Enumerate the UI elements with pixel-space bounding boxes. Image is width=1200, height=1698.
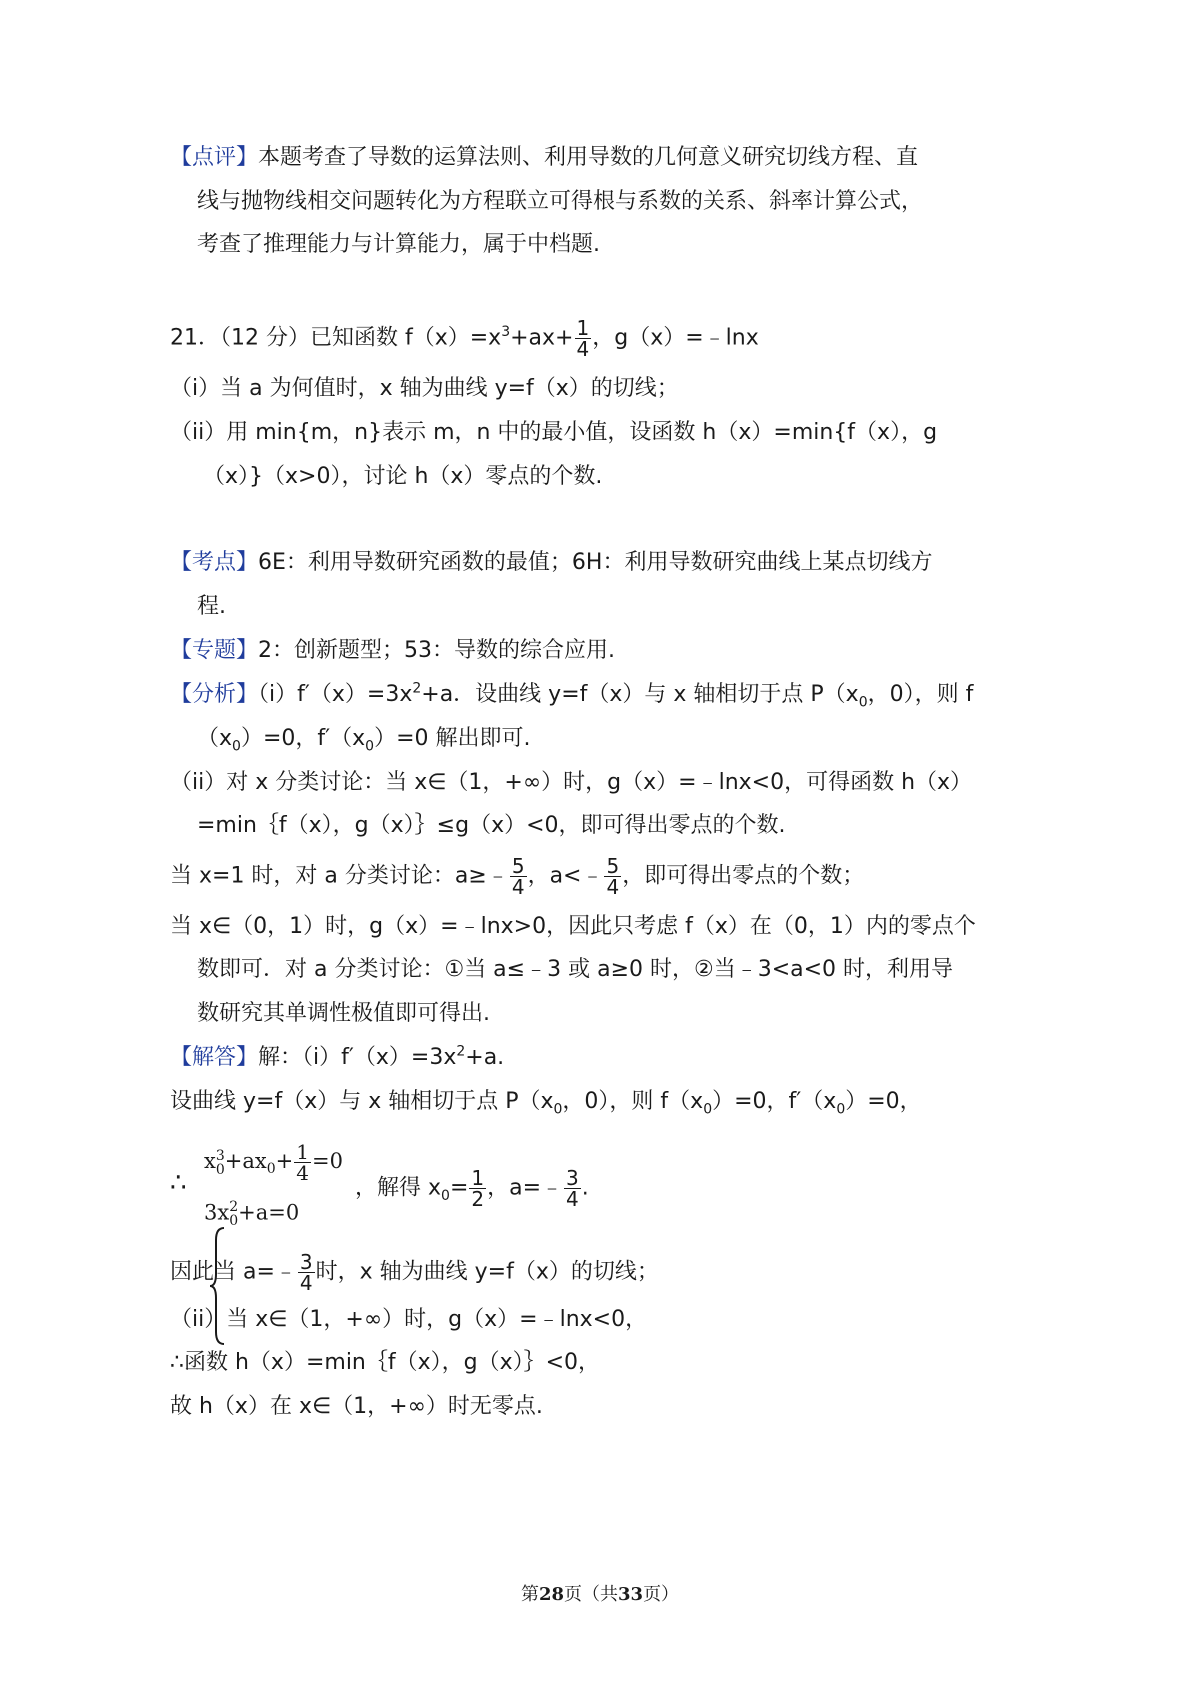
- footer-text: 页（共: [564, 1584, 618, 1605]
- fraction-one-quarter: [294, 1142, 311, 1183]
- analysis-text: +a．设曲线 y=f（x）与 x 轴相切于点 P（x: [421, 682, 859, 707]
- solution-text: .: [581, 1175, 589, 1201]
- problem-part-2-line-2: （x）}（x>0），讨论 h（x）零点的个数.: [203, 464, 603, 489]
- analysis-line-4: =min｛f（x），g（x）｝≤g（x）<0，即可得出零点的个数.: [197, 813, 786, 838]
- frac-num: 1: [471, 1166, 485, 1190]
- subscript: 0: [365, 738, 375, 755]
- kaodian-line-1: [170, 548, 932, 578]
- page-footer: [0, 1580, 1200, 1606]
- frac-num: 1: [296, 1140, 309, 1164]
- analysis-text: 当 x=1 时，对 a 分类讨论：a≥﹣: [170, 863, 509, 889]
- solution-line-5: （ii）当 x∈（1，+∞）时，g（x）=﹣lnx<0，: [170, 1307, 648, 1332]
- analysis-text: ，a<﹣: [527, 863, 604, 889]
- solution-text: ）=0，: [845, 1089, 922, 1114]
- frac-num: 5: [511, 854, 525, 878]
- system-equation-1: [204, 1142, 343, 1183]
- frac-num: 5: [606, 854, 620, 878]
- fraction-three-quarters: [564, 1168, 581, 1209]
- solution-text: ，a=﹣: [487, 1175, 564, 1201]
- zhuanti-tag: 【专题】: [170, 638, 259, 663]
- frac-num: 3: [566, 1166, 579, 1190]
- solution-line-2: [170, 1087, 922, 1117]
- analysis-line-3: （ii）对 x 分类讨论：当 x∈（1，+∞）时，g（x）=﹣lnx<0，可得函数 h（x）: [170, 770, 973, 795]
- frac-den: 4: [576, 337, 590, 361]
- subscript: 0: [232, 738, 241, 755]
- zhuanti-text: 2：创新题型；53：导数的综合应用.: [258, 638, 616, 663]
- kaodian-tag: 【考点】: [170, 550, 259, 575]
- exponent: 3: [215, 1147, 225, 1164]
- eq-text: +ax: [224, 1149, 267, 1173]
- total-pages: 33: [618, 1584, 644, 1605]
- problem-tail: ，g（x）=﹣lnx: [592, 325, 759, 351]
- review-text-1: 本题考查了导数的运算法则、利用导数的几何意义研究切线方程、直: [258, 145, 919, 170]
- analysis-line-1: [170, 680, 973, 710]
- analysis-line-7: 数即可．对 a 分类讨论：①当 a≤﹣3 或 a≥0 时，②当﹣3<a<0 时，利用导: [197, 957, 954, 982]
- page-number: 28: [538, 1584, 564, 1605]
- eq-text: 3x: [204, 1200, 230, 1225]
- subscript: 0: [553, 1101, 563, 1118]
- solution-line-4: [170, 1252, 659, 1293]
- solution-line-7: 故 h（x）在 x∈（1，+∞）时无零点.: [170, 1394, 543, 1419]
- analysis-text: ）=0 解出即可.: [374, 726, 531, 751]
- eq-text: =0: [312, 1149, 343, 1173]
- problem-statement: [170, 318, 759, 359]
- eq-text: +: [275, 1149, 294, 1173]
- review-line-1: [170, 143, 918, 173]
- frac-den: 4: [566, 1187, 579, 1211]
- solution-text: +a.: [465, 1045, 505, 1070]
- fraction-one-quarter: [575, 318, 592, 359]
- problem-part-1: （i）当 a 为何值时，x 轴为曲线 y=f（x）的切线；: [170, 376, 679, 401]
- therefore-symbol: ∴: [170, 1168, 187, 1198]
- subscript: 0: [858, 694, 868, 711]
- review-tag: 【点评】: [170, 145, 259, 170]
- frac-num: 3: [299, 1250, 313, 1274]
- eq-text: +a=0: [238, 1200, 300, 1225]
- review-line-2: 线与抛物线相交问题转化为方程联立可得根与系数的关系、斜率计算公式，: [197, 189, 924, 214]
- solution-text: =: [449, 1175, 469, 1201]
- solution-line-6: ∴函数 h（x）=min｛f（x），g（x）｝<0，: [170, 1350, 601, 1375]
- frac-den: 4: [606, 875, 620, 899]
- analysis-text: ，0），则 f: [867, 682, 974, 707]
- analysis-tag: 【分析】: [170, 682, 259, 707]
- system-equation-2: [204, 1200, 299, 1228]
- subscript: 0: [215, 1161, 225, 1178]
- solution-text: ）=0，f′（x: [712, 1089, 837, 1114]
- exponent: 2: [229, 1199, 239, 1215]
- fraction-five-quarters: [510, 856, 527, 897]
- exponent: 3: [501, 324, 511, 341]
- kaodian-line-2: 程.: [197, 594, 226, 619]
- frac-num: 1: [576, 316, 590, 340]
- solution-text: ，0），则 f（x: [562, 1089, 704, 1114]
- analysis-line-8: 数研究其单调性极值即可得出.: [197, 1001, 490, 1026]
- frac-den: 4: [299, 1271, 313, 1295]
- problem-head: 21．（12 分）已知函数 f（x）=x: [170, 325, 502, 351]
- subscript: 0: [229, 1213, 239, 1229]
- subscript: 0: [703, 1101, 713, 1118]
- problem-part-2-line-1: （ii）用 min{m，n}表示 m，n 中的最小值，设函数 h（x）=min{f（x），g: [170, 420, 938, 445]
- fraction-five-quarters: [604, 856, 621, 897]
- subscript: 0: [441, 1187, 450, 1204]
- solution-text: 因此当 a=﹣: [170, 1259, 297, 1285]
- analysis-text: （i）f′（x）=3x: [258, 682, 413, 707]
- analysis-line-5: [170, 856, 864, 897]
- footer-text: 第: [520, 1584, 539, 1605]
- zhuanti-line: [170, 636, 615, 666]
- solution-text: 解：（i）f′（x）=3x: [258, 1045, 457, 1070]
- analysis-text: （x: [197, 726, 233, 751]
- analysis-line-6: 当 x∈（0，1）时，g（x）=﹣lnx>0，因此只考虑 f（x）在（0，1）内的零点个: [170, 914, 976, 939]
- exponent: 2: [456, 1043, 466, 1060]
- solution-text: ，解得 x: [355, 1175, 442, 1201]
- frac-den: 2: [471, 1187, 485, 1211]
- analysis-line-2: [197, 724, 531, 754]
- frac-den: 4: [511, 875, 525, 899]
- exponent: 2: [412, 680, 422, 697]
- analysis-text: ，即可得出零点的个数；: [622, 863, 865, 889]
- footer-text: 页）: [643, 1584, 680, 1605]
- subscript: 0: [836, 1101, 846, 1118]
- frac-den: 4: [296, 1161, 309, 1185]
- solution-text: 时，x 轴为曲线 y=f（x）的切线；: [315, 1259, 659, 1285]
- solution-line-1: [170, 1043, 504, 1073]
- eq-text: x: [204, 1149, 216, 1173]
- solution-tag: 【解答】: [170, 1045, 259, 1070]
- solve-result: [355, 1168, 589, 1209]
- subscript: 0: [266, 1161, 276, 1178]
- review-line-3: 考查了推理能力与计算能力，属于中档题.: [197, 232, 600, 257]
- fraction-one-half: [469, 1168, 486, 1209]
- analysis-text: ）=0，f′（x: [240, 726, 366, 751]
- problem-mid: +ax+: [510, 325, 574, 351]
- fraction-three-quarters: [298, 1252, 315, 1293]
- solution-text: 设曲线 y=f（x）与 x 轴相切于点 P（x: [170, 1089, 554, 1114]
- kaodian-text: 6E：利用导数研究函数的最值；6H：利用导数研究曲线上某点切线方: [258, 550, 933, 575]
